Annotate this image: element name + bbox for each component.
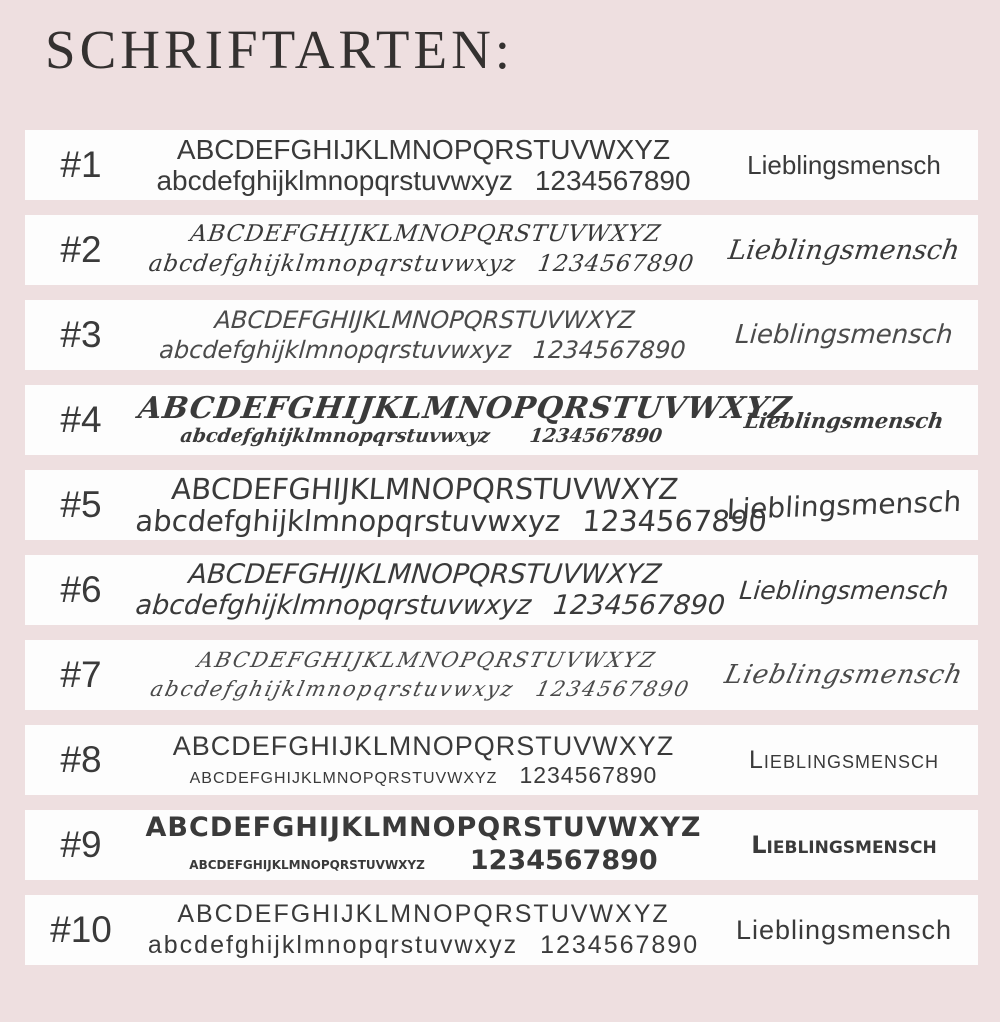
font-rows-list bbox=[25, 130, 978, 965]
alphabet-uppercase: ABCDEFGHIJKLMNOPQRSTUVWXYZ bbox=[177, 899, 670, 928]
alphabet-digits: 1234567890 bbox=[534, 165, 691, 196]
alphabet-uppercase: ABCDEFGHIJKLMNOPQRSTUVWXYZ bbox=[145, 811, 702, 843]
alphabet-lowercase: abcdefghijklmnopqrstuvwxyz bbox=[134, 504, 562, 538]
sample-word: Lieblingsmensch bbox=[734, 320, 954, 350]
alphabet-digits: 1234567890 bbox=[580, 504, 769, 538]
font-number: #9 bbox=[60, 824, 102, 865]
alphabet-specimen bbox=[137, 730, 710, 790]
alphabet-lowercase: abcdefghijklmnopqrstuvwxyz bbox=[147, 251, 518, 277]
alphabet-digits: 1234567890 bbox=[528, 425, 664, 448]
font-row bbox=[25, 470, 978, 540]
font-row bbox=[25, 640, 978, 710]
alphabet-digits: 1234567890 bbox=[531, 336, 687, 364]
alphabet-lowercase: abcdefghijklmnopqrstuvwxyz bbox=[156, 165, 513, 196]
sample-word: Lieblingsmensch bbox=[751, 831, 937, 859]
sample-word: Lieblingsmensch bbox=[738, 575, 950, 605]
alphabet-digits: 1234567890 bbox=[519, 762, 658, 789]
sample-word: Lieblingsmensch bbox=[735, 914, 953, 945]
alphabet-specimen bbox=[134, 558, 727, 621]
font-number: #7 bbox=[60, 654, 102, 695]
font-row bbox=[25, 810, 978, 880]
alphabet-specimen bbox=[135, 305, 712, 365]
alphabet-uppercase: ABCDEFGHIJKLMNOPQRSTUVWXYZ bbox=[195, 647, 659, 672]
font-number: #4 bbox=[60, 399, 102, 440]
page-title: SCHRIFTARTEN: bbox=[45, 19, 515, 80]
alphabet-uppercase: ABCDEFGHIJKLMNOPQRSTUVWXYZ bbox=[136, 391, 794, 427]
alphabet-uppercase: ABCDEFGHIJKLMNOPQRSTUVWXYZ bbox=[172, 731, 675, 761]
font-row bbox=[25, 895, 978, 965]
sample-word: Lieblingsmensch bbox=[725, 484, 963, 526]
alphabet-specimen bbox=[133, 391, 794, 448]
alphabet-lowercase: abcdefghijklmnopqrstuvwxyz bbox=[147, 677, 517, 701]
sample-word: Lieblingsmensch bbox=[721, 660, 967, 690]
alphabet-specimen bbox=[137, 134, 710, 197]
alphabet-digits: 1234567890 bbox=[540, 931, 700, 959]
font-row bbox=[25, 215, 978, 285]
alphabet-uppercase: ABCDEFGHIJKLMNOPQRSTUVWXYZ bbox=[213, 306, 636, 334]
font-number: #3 bbox=[60, 314, 102, 355]
alphabet-lowercase: abcdefghijklmnopqrstuvwxyz bbox=[189, 853, 425, 874]
alphabet-digits: 1234567890 bbox=[469, 844, 658, 876]
alphabet-specimen bbox=[137, 899, 710, 962]
font-number: #6 bbox=[60, 569, 102, 610]
alphabet-lowercase: abcdefghijklmnopqrstuvwxyz bbox=[147, 931, 519, 959]
alphabet-lowercase: abcdefghijklmnopqrstuvwxyz bbox=[178, 425, 492, 448]
alphabet-uppercase: ABCDEFGHIJKLMNOPQRSTUVWXYZ bbox=[176, 133, 671, 165]
alphabet-specimen bbox=[137, 812, 710, 878]
font-row bbox=[25, 130, 978, 200]
font-number: #2 bbox=[60, 229, 102, 270]
font-number: #5 bbox=[60, 484, 102, 525]
alphabet-uppercase: ABCDEFGHIJKLMNOPQRSTUVWXYZ bbox=[187, 558, 663, 590]
alphabet-digits: 1234567890 bbox=[551, 590, 727, 621]
alphabet-uppercase: ABCDEFGHIJKLMNOPQRSTUVWXYZ bbox=[188, 221, 663, 248]
sample-word: Lieblingsmensch bbox=[726, 234, 962, 266]
alphabet-uppercase: ABCDEFGHIJKLMNOPQRSTUVWXYZ bbox=[170, 471, 680, 506]
alphabet-lowercase: abcdefghijklmnopqrstuvwxyz bbox=[158, 336, 512, 364]
font-number: #8 bbox=[60, 739, 102, 780]
font-row bbox=[25, 725, 978, 795]
sample-word: Lieblingsmensch bbox=[749, 745, 939, 774]
alphabet-specimen bbox=[134, 471, 769, 538]
font-row bbox=[25, 300, 978, 370]
alphabet-digits: 1234567890 bbox=[536, 251, 697, 277]
alphabet-digits: 1234567890 bbox=[533, 677, 693, 701]
font-number: #1 bbox=[60, 144, 102, 185]
alphabet-lowercase: abcdefghijklmnopqrstuvwxyz bbox=[189, 762, 498, 789]
font-row bbox=[25, 385, 978, 455]
alphabet-specimen bbox=[133, 220, 714, 280]
alphabet-specimen bbox=[130, 646, 717, 705]
alphabet-lowercase: abcdefghijklmnopqrstuvwxyz bbox=[134, 590, 533, 621]
sample-word: Lieblingsmensch bbox=[742, 407, 946, 433]
font-row bbox=[25, 555, 978, 625]
sample-word: Lieblingsmensch bbox=[747, 149, 941, 180]
font-number: #10 bbox=[50, 909, 112, 950]
